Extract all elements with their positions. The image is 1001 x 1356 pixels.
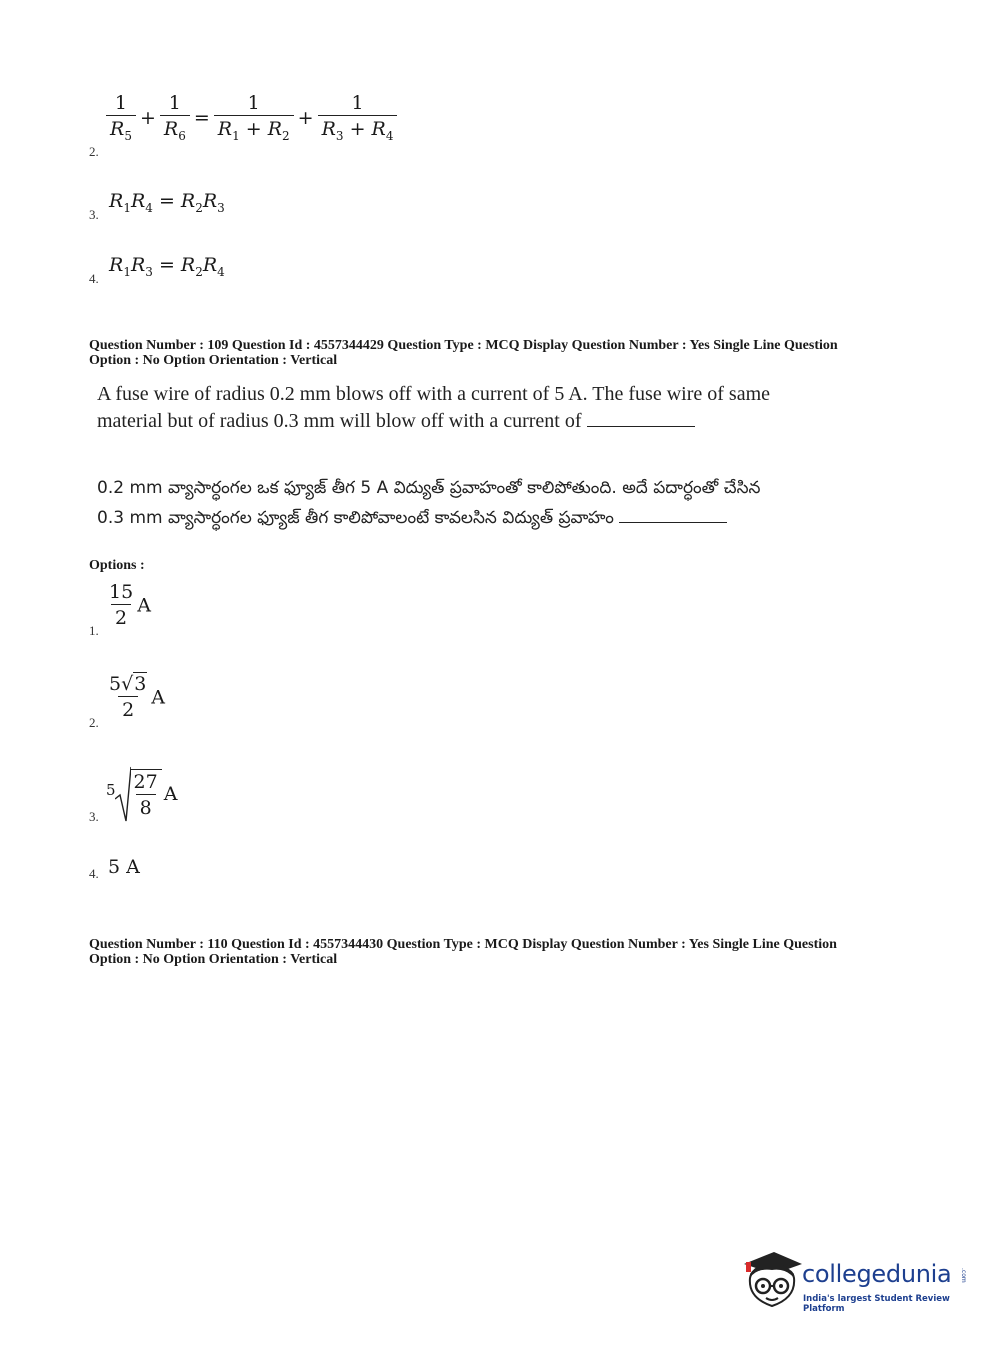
fraction-15-over-2: $\frac{15}{2}$ A	[109, 581, 151, 629]
brand-suffix: .com	[960, 1268, 967, 1283]
mascot-icon	[740, 1248, 804, 1312]
meta-line-2: Option : No Option Orientation : Vertical	[89, 952, 338, 967]
options-label: Options :	[89, 558, 145, 573]
equation-option-4: $R_1R_3 = R_2R_4$	[109, 254, 225, 279]
answer-blank-telugu	[619, 504, 727, 523]
equation-option-2: $\frac{1}{R_5}$ + $\frac{1}{R_6}$ = $\frac{1}{R_1 + R_2}$ + $\frac{1}{R_3 + R_4}$	[106, 93, 397, 143]
meta-line-1: Question Number : 109 Question Id : 4557344429 Question Type : MCQ Display Question Number : Yes Single Line Question	[89, 338, 838, 353]
telugu-line-2: 0.3 mm వ్యాసార్ధంగల ఫ్యూజ్ తీగ కాలిపోవాలంటే కావలసిన విద్యుత్ ప్రవాహం	[97, 508, 614, 528]
option-number: 3.	[89, 207, 99, 222]
option-number: 4.	[89, 866, 99, 881]
meta-line-2: Option : No Option Orientation : Vertical	[89, 353, 338, 368]
collegedunia-logo	[740, 1248, 980, 1318]
brand-name: collegedunia	[802, 1260, 952, 1288]
option-number: 3.	[89, 809, 99, 824]
brand-tagline: India's largest Student Review Platform	[803, 1294, 950, 1314]
question-109-meta	[89, 338, 909, 368]
answer-blank	[587, 408, 695, 427]
question-text-line-2: material but of radius 0.3 mm will blow off with a current of	[97, 410, 582, 432]
radical-27-over-8: 5 $\frac{27}{8}$ A	[106, 765, 177, 823]
question-109-text-english	[97, 381, 897, 435]
radical-sign	[115, 765, 131, 823]
question-110-meta	[89, 937, 909, 967]
fraction-5-root3-over-2: $\frac{5√3}{2}$ A	[109, 673, 166, 721]
question-text-line-1: A fuse wire of radius 0.2 mm blows off with a current of 5 A. The fuse wire of same	[97, 383, 770, 405]
equation-option-3: $R_1R_4 = R_2R_3$	[109, 190, 225, 215]
telugu-line-1: 0.2 mm వ్యాసార్ధంగల ఒక ఫ్యూజ్ తీగ 5 A విద్యుత్ ప్రవాహంతో కాలిపోతుంది. అదే పదార్ధంతో చేసిన	[97, 478, 761, 498]
question-109-text-telugu	[97, 473, 897, 533]
option-number: 4.	[89, 271, 99, 286]
option-number: 2.	[89, 144, 99, 159]
option-value: 5 A	[108, 856, 140, 878]
meta-line-1: Question Number : 110 Question Id : 4557344430 Question Type : MCQ Display Question Number : Yes Single Line Question	[89, 937, 837, 952]
option-number: 2.	[89, 715, 99, 730]
option-number: 1.	[89, 623, 99, 638]
